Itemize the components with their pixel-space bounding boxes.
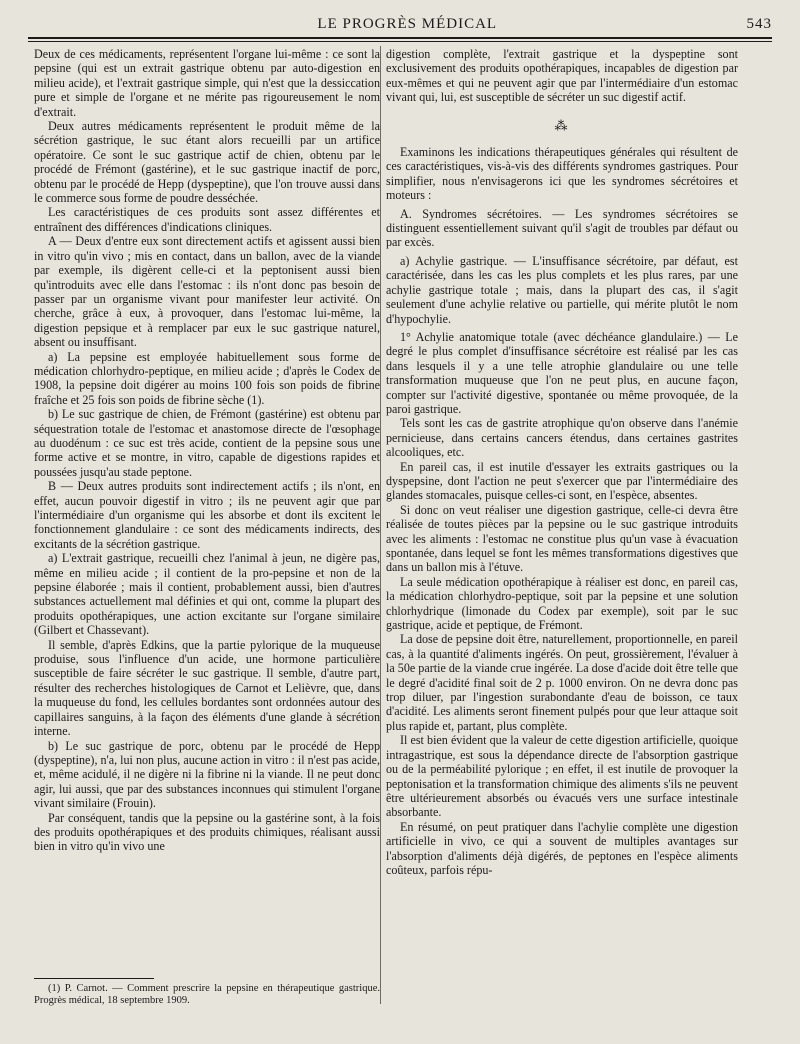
paragraph: Deux autres médicaments représentent le produit même de la sécrétion gastrique, le suc étant alors recueilli par un artifice opératoire. Ce sont le suc gastrique actif de chien, obtenu par le procédé de Frémont (gastérine), et le suc gastrique inactif de porc, obtenu par le procédé de Hepp (dyspeptine), que l'on trouve aussi dans le commerce sous forme de poudre desséchée. xyxy=(34,119,380,206)
footnote xyxy=(34,983,380,1007)
paragraph: digestion complète, l'extrait gastrique et la dyspeptine sont exclusivement des produits opothérapiques, incapables de digestion par eux-mêmes et qui ne peuvent agir que par l'intermédiaire d'un estomac vivant qui, lui, est susceptible de sécréter un suc digestif actif. xyxy=(386,47,738,105)
paragraph: Les caractéristiques de ces produits sont assez différentes et entraînent des différences d'indications cliniques. xyxy=(34,205,380,234)
column-divider xyxy=(380,46,381,1004)
paragraph: 1° Achylie anatomique totale (avec déchéance glandulaire.) — Le degré le plus complet d'insuffisance sécrétoire est réalisé par les cas dans lesquels il y a une telle atrophie glandulaire ou une telle transformation muqueuse que l'on ne peut plus, en aucune façon, compter sur l'activité digestive, spontanée ou même provoquée, de la paroi gastrique. xyxy=(386,329,738,416)
paragraph: A — Deux d'entre eux sont directement actifs et agissent aussi bien in vitro qu'in vivo ; mis en contact, dans un ballon, avec de la viande par exemple, ils digèrent celle-ci et la peptonisent aussi bien qu'introduits avec elle dans l'estomac : ils n'ont donc pas besoin de passer par un organisme vivant pour manifester leur activité. On cherche, grâce à eux, à provoquer, dans l'estomac lui-même, la digestion pepsique et à remplacer par eux le suc gastrique naturel, absent ou insuffisant. xyxy=(34,234,380,350)
paragraph: a) La pepsine est employée habituellement sous forme de médication chlorhydro-peptique, en milieu acide ; d'après le Codex de 1908, la pepsine doit digérer au moins 100 fois son poids de fibrine fraîche et 25 fois son poids de fibrine sèche (1). xyxy=(34,349,380,407)
paragraph: En résumé, on peut pratiquer dans l'achylie complète une digestion artificielle in vivo, ce qui a souvent de multiples avantages sur l'absorption d'aliments déjà digérés, de peptones en l'espèce aliments coûteux, parfois répu- xyxy=(386,819,738,877)
left-column xyxy=(34,47,380,854)
section-heading-paragraph: A. Syndromes sécrétoires. — Les syndromes sécrétoires se distinguent essentiellement suivant qu'il s'agit de troubles par défaut ou par excès. xyxy=(386,206,738,250)
paragraph: b) Le suc gastrique de chien, de Frémont (gastérine) est obtenu par séquestration totale de l'estomac et anastomose directe de l'œsophage au duodénum : ce suc est très acide, contient de la pepsine sous une forme active et se montre, in vitro, capable de digestions rapides et poussées jusqu'au stade peptone. xyxy=(34,407,380,479)
header-rule xyxy=(28,37,772,42)
paragraph: Examinons les indications thérapeutiques générales qui résultent de ces caractéristiques, vis-à-vis des différents syndromes gastriques. Pour simplifier, nous n'envisagerons ici que les syndromes sécrétoires et moteurs : xyxy=(386,145,738,203)
paragraph: Il est bien évident que la valeur de cette digestion artificielle, quoique intragastrique, est sous la dépendance directe de l'absorption gastrique ou de la perméabilité pylorique ; en effet, il est inutile de provoquer la peptonisation et la transformation chimique des aliments s'ils ne peuvent être ultérieurement absorbés ou évacués vers une surface intestinale absorbante. xyxy=(386,733,738,820)
paragraph: b) Le suc gastrique de porc, obtenu par le procédé de Hepp (dyspeptine), n'a, lui non plus, aucune action in vitro : il n'est pas acide, et, même acidulé, il ne digère ni la fibrine ni la viande. Il ne peut donc agir, lui aussi, que par des substances inconnues qui stimulent l'organe vivant similaire (Frouin). xyxy=(34,738,380,811)
paragraph: La seule médication opothérapique à réaliser est donc, en pareil cas, la médication chlorhydro-peptique, soit par la pepsine et une solution chlorhydrique (limonade du Codex par exemple), soit par le suc gastrique, acide et peptique, de Frémont. xyxy=(386,574,738,633)
paragraph: a) L'extrait gastrique, recueilli chez l'animal à jeun, ne digère pas, même en milieu acide ; il contient de la pro-pepsine et non de la pepsine élaborée ; mais il contient, probablement aussi, bien d'autres substances actuellement mal définies et qui ont, comme la plupart des produits opothérapiques, une action excitante sur l'organe similaire (Gilbert et Chassevant). xyxy=(34,551,380,638)
page-number: 543 xyxy=(746,15,772,32)
paragraph: Deux de ces médicaments, représentent l'organe lui-même : ce sont la pepsine (qui est un extrait gastrique obtenu par auto-digestion en milieu acide), et l'extrait gastrique simple, qui n'est que la dessiccation pure et simple de l'organe et ne mérite pas rigoureusement le nom d'extrait. xyxy=(34,47,380,119)
paragraph: B — Deux autres produits sont indirectement actifs ; ils n'ont, en effet, aucun pouvoir digestif in vitro ; ils ne peuvent agir que par l'intermédiaire d'un organisme qui les absorbe et dont ils excitent le fonctionnement glandulaire : ce sont des médicaments indirects, des excitants de la sécrétion gastrique. xyxy=(34,479,380,551)
paragraph: La dose de pepsine doit être, naturellement, proportionnelle, en pareil cas, à la quantité d'aliments ingérés. On peut, grossièrement, l'évaluer à la 50e partie de la viande crue ingérée. La dose d'acide doit être telle que le degré d'acidité final soit de 2 p. 1000 environ. On ne devra donc pas trop diluer, par l'ingestion surabondante d'eau de boisson, ce taux d'acidité. Les aliments seront finement pulpés pour que leur attaque soit plus rapide et, partant, plus complète. xyxy=(386,632,738,733)
paragraph: Il semble, d'après Edkins, que la partie pylorique de la muqueuse produise, sous l'influence d'un acide, une hormone particulière susceptible de faire sécréter le suc gastrique. Il semble, d'autre part, résulter des recherches histologiques de Carnot et Lelièvre, que, dans la muqueuse du fond, les cellules bordantes sont ordonnées autour des capillaires sanguins, à la façon des éléments d'une glande à sécrétion interne. xyxy=(34,637,380,739)
asterism-separator: ⁂ xyxy=(554,117,570,133)
right-column xyxy=(386,47,738,877)
footnote-text: (1) P. Carnot. — Comment prescrire la pepsine en thérapeutique gastrique. Progrès médical, 18 septembre 1909. xyxy=(34,983,380,1006)
journal-title: LE PROGRÈS MÉDICAL xyxy=(317,15,498,32)
paragraph: Tels sont les cas de gastrite atrophique qu'on observe dans l'anémie pernicieuse, dans certains cancers étendus, dans certaines gastrites alcooliques, etc. xyxy=(386,416,738,460)
footnote-rule xyxy=(34,978,154,979)
paragraph: Si donc on veut réaliser une digestion gastrique, celle-ci devra être réalisée de toutes pièces par la pepsine ou le suc gastrique introduits avec les aliments : l'estomac ne constitue plus qu'un vase à évacuation spontanée, dans lequel se font les mêmes transformations digestives que dans un ballon mis à l'étuve. xyxy=(386,502,738,575)
paragraph: a) Achylie gastrique. — L'insuffisance sécrétoire, par défaut, est caractérisée, dans les cas les plus complets et les plus rares, par une achylie gastrique totale ; mais, dans la plupart des cas, il s'agit seulement d'une achylie relative ou partielle, qui mérite plutôt le nom d'hypochylie. xyxy=(386,253,738,326)
running-header xyxy=(28,10,772,38)
paragraph: Par conséquent, tandis que la pepsine ou la gastérine sont, à la fois des produits opothérapiques et des produits chimiques, réalisant aussi bien in vitro qu'in vivo une xyxy=(34,810,380,854)
paragraph: En pareil cas, il est inutile d'essayer les extraits gastriques ou la dyspepsine, dont l'action ne peut s'exercer que par l'intermédiaire des glandes stomacales, puisque celles-ci sont, en l'espèce, absentes. xyxy=(386,459,738,503)
